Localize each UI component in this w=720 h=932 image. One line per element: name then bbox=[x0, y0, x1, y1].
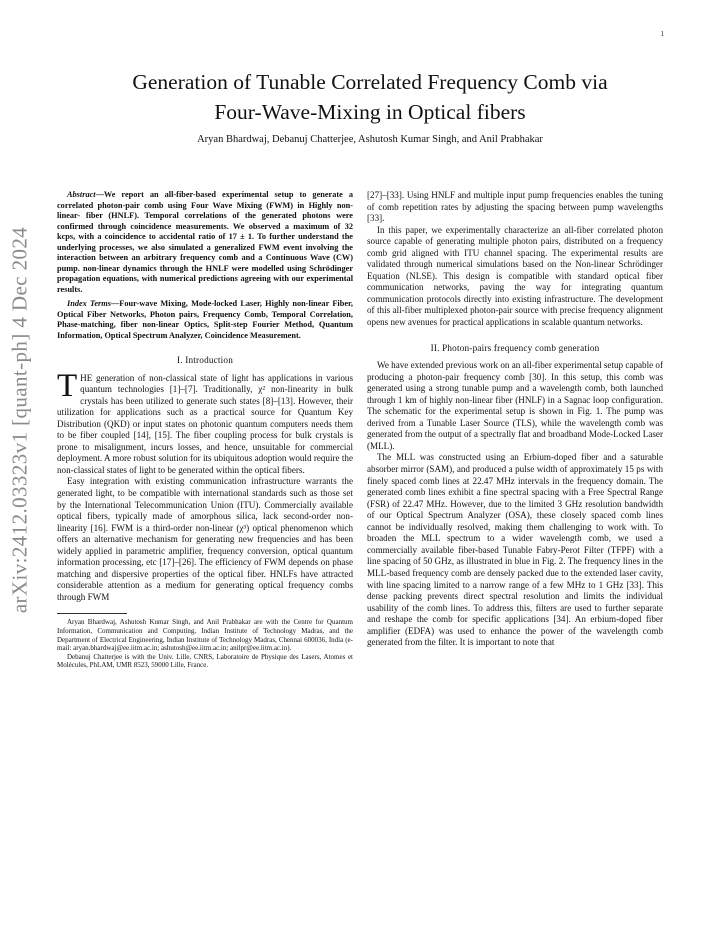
abstract-label: Abstract bbox=[67, 190, 96, 199]
right-column bbox=[367, 190, 663, 649]
right-paragraph-2: In this paper, we experimentally characterize an all-fiber correlated photon source capable of generating multiple photon pairs, distributed on a frequency comb grid aligned with ITU channel spacing. The experimental results are validated through numerical simulations based on the Non-linear Schrödinger Equation (NLSE). This design is compatible with standard optical fiber communication networks, paving the way for integrating quantum communication protocols directly into existing infrastructure. The development of this all-fiber multiplexed photon-pair source with precise frequency alignment opens new avenues for practical applications in scalable quantum networks. bbox=[367, 224, 663, 328]
intro-paragraph-2: Easy integration with existing communication infrastructure warrants the generated light, to be compatible with international standards such as those set by the International Telecommunication Union (ITU). Commercially available optical fibers, typically made of amorphous silica, lack second-order non-linearity [16]. FWM is a third-order non-linear (χ³) optical phenomenon which offers an alternative mechanism for generating new frequencies and has been widely applied in parametric amplifier, frequency conversion, optical quantum information processing, etc [17]–[26]. The efficiency of FWM depends on phase matching and dispersive properties of the optical fiber. HNLFs have attracted considerable attention as a medium for generating optical frequency combs through FWM bbox=[57, 476, 353, 602]
drop-cap: T bbox=[57, 367, 78, 404]
title-line-2: Four-Wave-Mixing in Optical fibers bbox=[214, 100, 526, 124]
arxiv-stamp-text: arXiv:2412.03323v1 [quant-ph] 4 Dec 2024 bbox=[7, 226, 32, 614]
right-paragraph-3: We have extended previous work on an all-fiber experimental setup capable of producing a photon-pair frequency comb [30]. In this setup, this comb was generated using a strong tunable pump and a wavelength comb, both launched through 1 km of highly non-linear fiber (HNLF) in a Sagnac loop configuration. The schematic for the experimental setup is shown in Fig. 1. The pump was derived from a Tunable Laser Source (TLS), while the wavelength comb was generated from the output of a spectrally flat and broadband Mode-Locked Laser (MLL). bbox=[367, 360, 663, 451]
right-paragraph-4: The MLL was constructed using an Erbium-doped fiber and a saturable absorber mirror (SAM), and produced a pulse width of approximately 15 ps with finely spaced comb lines at 22.47 MHz intervals in the frequency domain. The generated comb lines exhibit a fine spectral spacing with a Free Spectral Range (FSR) of 22.47 MHz. However, due to the limited 3 GHz resolution bandwidth of our Optical Spectrum Analyzer (OSA), these closely spaced comb lines cannot be individually resolved, making them challenging to work with. To broaden the MLL spectrum to a wider wavelength comb, we used a commercially available fiber-based Tunable Fabry-Perot Filter (TFPF) with a line spacing of 50 GHz, as illustrated in blue in Fig. 2. The frequency lines in the MLL-based frequency comb are densely packed due to the extended laser cavity, with line spacing limited to a narrow range of a few MHz to 1 GHz [33]. This dense packing prevents direct spectral resolution and limits the individual usability of the comb lines. To address this, filters are used to further separate and reshape the comb for specific applications [34]. An erbium-doped fiber amplifier (EDFA) was used to enhance the power of the wavelength comb generated from the filter. It is important to note that bbox=[367, 452, 663, 648]
arxiv-stamp bbox=[2, 160, 38, 680]
page-number: 1 bbox=[660, 30, 664, 38]
abstract-text: —We report an all-fiber-based experimental setup to generate a correlated photon-pair comb using Four Wave Mixing (FWM) in Highly non-linear- fiber (HNLF). Temporal correlations of the generated photons were confirmed through coincidence measurements. We observed a maximum of 32 kcps, with a coincidence to accidental ratio of 17 ± 1. To further understand the underlying processes, we also simulated a generalized FWM event involving the interaction between an arbitrary frequency comb and a Continuous Wave (CW) pump. non-linear dynamics through the HNLF were modelled using Schrödinger propagation equations, with numerical predictions agreeing with our experimental results. bbox=[57, 190, 353, 294]
index-terms bbox=[57, 299, 353, 341]
footnote-affiliation-1: Aryan Bhardwaj, Ashutosh Kumar Singh, and Anil Prabhakar are with the Centre for Quantum Information, Communication and Computing, Indian Institute of Technology Madras, and the Department of Electrical Engineering, Indian Institute of Technology Madras, Chennai 600036, India (e-mail: aryan.bhardwaj@ee.iitm.ac.in; ashutosh@ee.iitm.ac.in; anilpr@ee.iitm.ac.in). bbox=[57, 618, 353, 653]
title-line-1: Generation of Tunable Correlated Frequency Comb via bbox=[132, 70, 608, 94]
right-paragraph-1: [27]–[33]. Using HNLF and multiple input pump frequencies enables the tuning of comb repetition rates by adjusting the spacing between pump wavelengths [33]. bbox=[367, 190, 663, 224]
footnote-affiliation-2: Debanuj Chatterjee is with the Univ. Lille, CNRS, Laboratoire de Physique des Lasers, Atomes et Molécules, PhLAM, UMR 8523, 59000 Lille, France. bbox=[57, 652, 353, 670]
paper-title bbox=[60, 67, 680, 127]
section-heading-introduction: I. Introduction bbox=[176, 355, 234, 365]
intro-paragraph-1 bbox=[57, 367, 353, 477]
left-column bbox=[57, 190, 353, 670]
intro-paragraph-1-text: HE generation of non-classical state of light has applications in various quantum technologies [1]–[7]. Traditionally, χ² non-linearity in bulk crystals has been utilized to generate such states [8]–[13]. However, their utilization for applications such as a practical source for Quantum Key Distribution (QKD) or input states on photonic quantum computers needs them to be fiber coupled [14], [15]. The fiber coupling process for bulk crystals is prone to misalignment, incurs losses, and hence, unsuitable for commercial deployment. A more robust solution for its ubiquitous adoption would require the non-classical states of light to be generated within the optical fibers. bbox=[57, 372, 353, 475]
index-terms-text: —Four-wave Mixing, Mode-locked Laser, Highly non-linear Fiber, Optical Fiber Networks, Photon pairs, Frequency Comb, Temporal Correlation, Phase-matching, fiber non-linear Optics, Split-step Fourier Method, Quantum Information, Optical Spectrum Analyzer, Coincidence Measurement. bbox=[57, 299, 354, 340]
index-terms-label: Index Terms bbox=[67, 299, 111, 308]
section-heading-photon-pairs: II. Photon-pairs frequency comb generation bbox=[430, 342, 600, 353]
author-list: Aryan Bhardwaj, Debanuj Chatterjee, Ashutosh Kumar Singh, and Anil Prabhakar bbox=[197, 134, 543, 145]
abstract bbox=[57, 190, 353, 295]
footnote-rule bbox=[57, 613, 127, 614]
